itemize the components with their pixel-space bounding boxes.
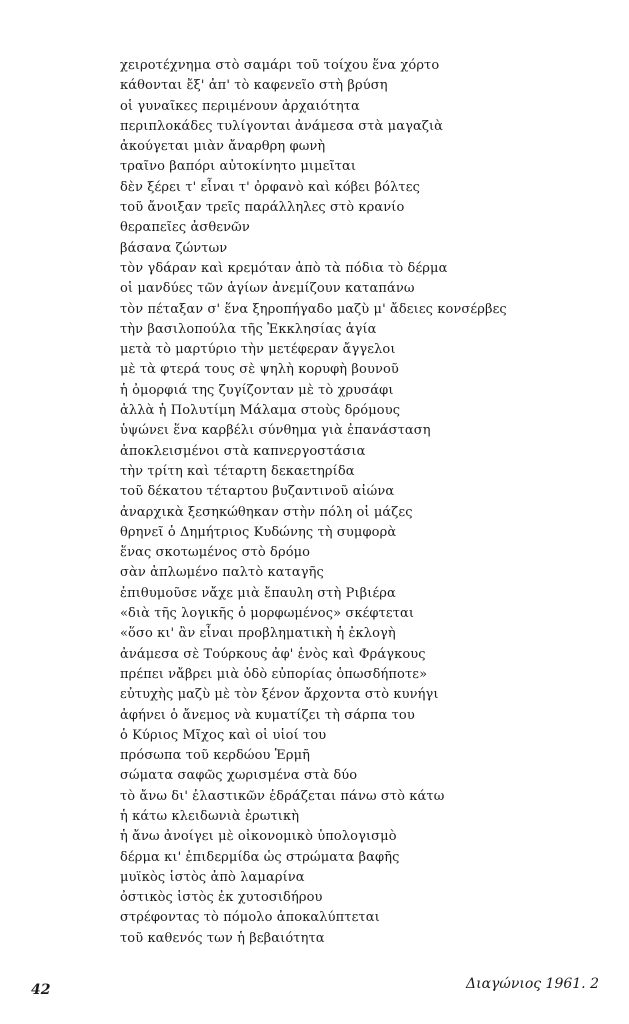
poem-line: μυϊκὸς ἱστὸς ἀπὸ λαμαρίνα	[120, 869, 305, 885]
poem-line: πρόσωπα τοῦ κερδώου Ἑρμῆ	[120, 748, 311, 764]
poem-line: τὴν τρίτη καὶ τέταρτη δεκαετηρίδα	[120, 463, 355, 479]
poem-line: ἡ ὀμορφιά της ζυγίζονταν μὲ τὸ χρυσάφι	[120, 382, 394, 398]
poem-line: πρέπει νἄβρει μιὰ ὁδὸ εὐπορίας ὁπωσδήποτε»	[120, 666, 428, 682]
poem-line: ὁ Κύριος Μῖχος καὶ οἱ υἱοί του	[120, 727, 327, 743]
poem-line: ἐπιθυμοῦσε νἄχε μιὰ ἔπαυλη στὴ Ριβιέρα	[120, 585, 396, 601]
poem-line: ἀνάμεσα σὲ Τούρκους ἀφ' ἑνὸς καὶ Φράγκους	[120, 646, 426, 662]
poem-line: θεραπεῖες ἀσθενῶν	[120, 220, 250, 236]
poem-line: ἕνας σκοτωμένος στὸ δρόμο	[120, 545, 311, 561]
poem-line: δέρμα κι' ἐπιδερμίδα ὡς στρώματα βαφῆς	[120, 849, 400, 865]
poem-line: χειροτέχνημα στὸ σαμάρι τοῦ τοίχου ἕνα χόρτο	[120, 58, 440, 73]
poem-line: στρέφοντας τὸ πόμολο ἀποκαλύπτεται	[120, 910, 380, 926]
poem-line: τὴν βασιλοπούλα τῆς Ἐκκλησίας ἁγία	[120, 321, 377, 337]
poem-line: ὀστικὸς ἱστὸς ἐκ χυτοσιδήρου	[120, 890, 323, 906]
poem-line: δὲν ξέρει τ' εἶναι τ' ὀρφανὸ καὶ κόβει βόλτες	[120, 179, 420, 195]
poem-text	[120, 56, 600, 949]
poem-line: τραῖνο βαπόρι αὐτοκίνητο μιμεῖται	[120, 159, 357, 175]
poem-line: «ὅσο κι' ἂν εἶναι προβληματικὴ ἡ ἐκλογὴ	[120, 626, 396, 642]
poem-line: περιπλοκάδες τυλίγονται ἀνάμεσα στὰ μαγαζιὰ	[120, 118, 444, 134]
poem-line: μετὰ τὸ μαρτύριο τὴν μετέφεραν ἄγγελοι	[120, 342, 396, 358]
running-footer-title: Διαγώνιος 1961. 2	[466, 976, 599, 992]
poem-line: ἡ κάτω κλειδωνιὰ ἐρωτικὴ	[120, 808, 300, 824]
poem-line: τοῦ καθενός των ἡ βεβαιότητα	[120, 930, 325, 946]
poem-line: οἱ γυναῖκες περιμένουν ἀρχαιότητα	[120, 98, 360, 114]
poem-line: ἀλλὰ ἡ Πολυτίμη Μάλαμα στοὺς δρόμους	[120, 403, 401, 419]
poem-line: τὸν γδάραν καὶ κρεμόταν ἀπὸ τὰ πόδια τὸ δέρμα	[120, 260, 448, 276]
poem-line: ὑψώνει ἕνα καρβέλι σύνθημα γιὰ ἐπανάσταση	[120, 423, 431, 439]
poem-line: κάθονται ἔξ' ἀπ' τὸ καφενεῖο στὴ βρύση	[120, 78, 388, 94]
page-number: 42	[31, 982, 51, 998]
poem-line: «διὰ τῆς λογικῆς ὁ μορφωμένος» σκέφτεται	[120, 606, 415, 622]
poem-line: εὐτυχὴς μαζὺ μὲ τὸν ξένον ἄρχοντα στὸ κυνήγι	[120, 687, 439, 703]
poem-line: θρηνεῖ ὁ Δημήτριος Κυδώνης τὴ συμφορὰ	[120, 524, 397, 540]
poem-line: ἡ ἄνω ἀνοίγει μὲ οἰκονομικὸ ὑπολογισμὸ	[120, 829, 397, 845]
poem-line: ἀποκλεισμένοι στὰ καπνεργοστάσια	[120, 443, 366, 459]
poem-line: τὸ ἄνω δι' ἐλαστικῶν ἑδράζεται πάνω στὸ κάτω	[120, 788, 445, 804]
poem-line: σώματα σαφῶς χωρισμένα στὰ δύο	[120, 768, 358, 784]
poem-line: οἱ μανδύες τῶν ἁγίων ἀνεμίζουν καταπάνω	[120, 281, 415, 297]
poem-line: μὲ τὰ φτερά τους σὲ ψηλὴ κορυφὴ βουνοῦ	[120, 362, 399, 378]
poem-line: τοῦ δέκατου τέταρτου βυζαντινοῦ αἰώνα	[120, 484, 395, 500]
poem-line: ἀκούγεται μιὰν ἄναρθρη φωνὴ	[120, 139, 326, 155]
poem-line: ἀφήνει ὁ ἄνεμος νὰ κυματίζει τὴ σάρπα του	[120, 707, 415, 723]
poem-line: βάσανα ζώντων	[120, 240, 228, 256]
poem-line: ἀναρχικὰ ξεσηκώθηκαν στὴν πόλη οἱ μάζες	[120, 504, 413, 520]
poem-line: τοῦ ἄνοιξαν τρεῖς παράλληλες στὸ κρανίο	[120, 200, 405, 216]
poem-line: τὸν πέταξαν σ' ἕνα ξηροπήγαδο μαζὺ μ' ἄδειες κονσέρβες	[120, 301, 507, 317]
poem-line: σὰν ἁπλωμένο παλτὸ καταγῆς	[120, 565, 324, 581]
